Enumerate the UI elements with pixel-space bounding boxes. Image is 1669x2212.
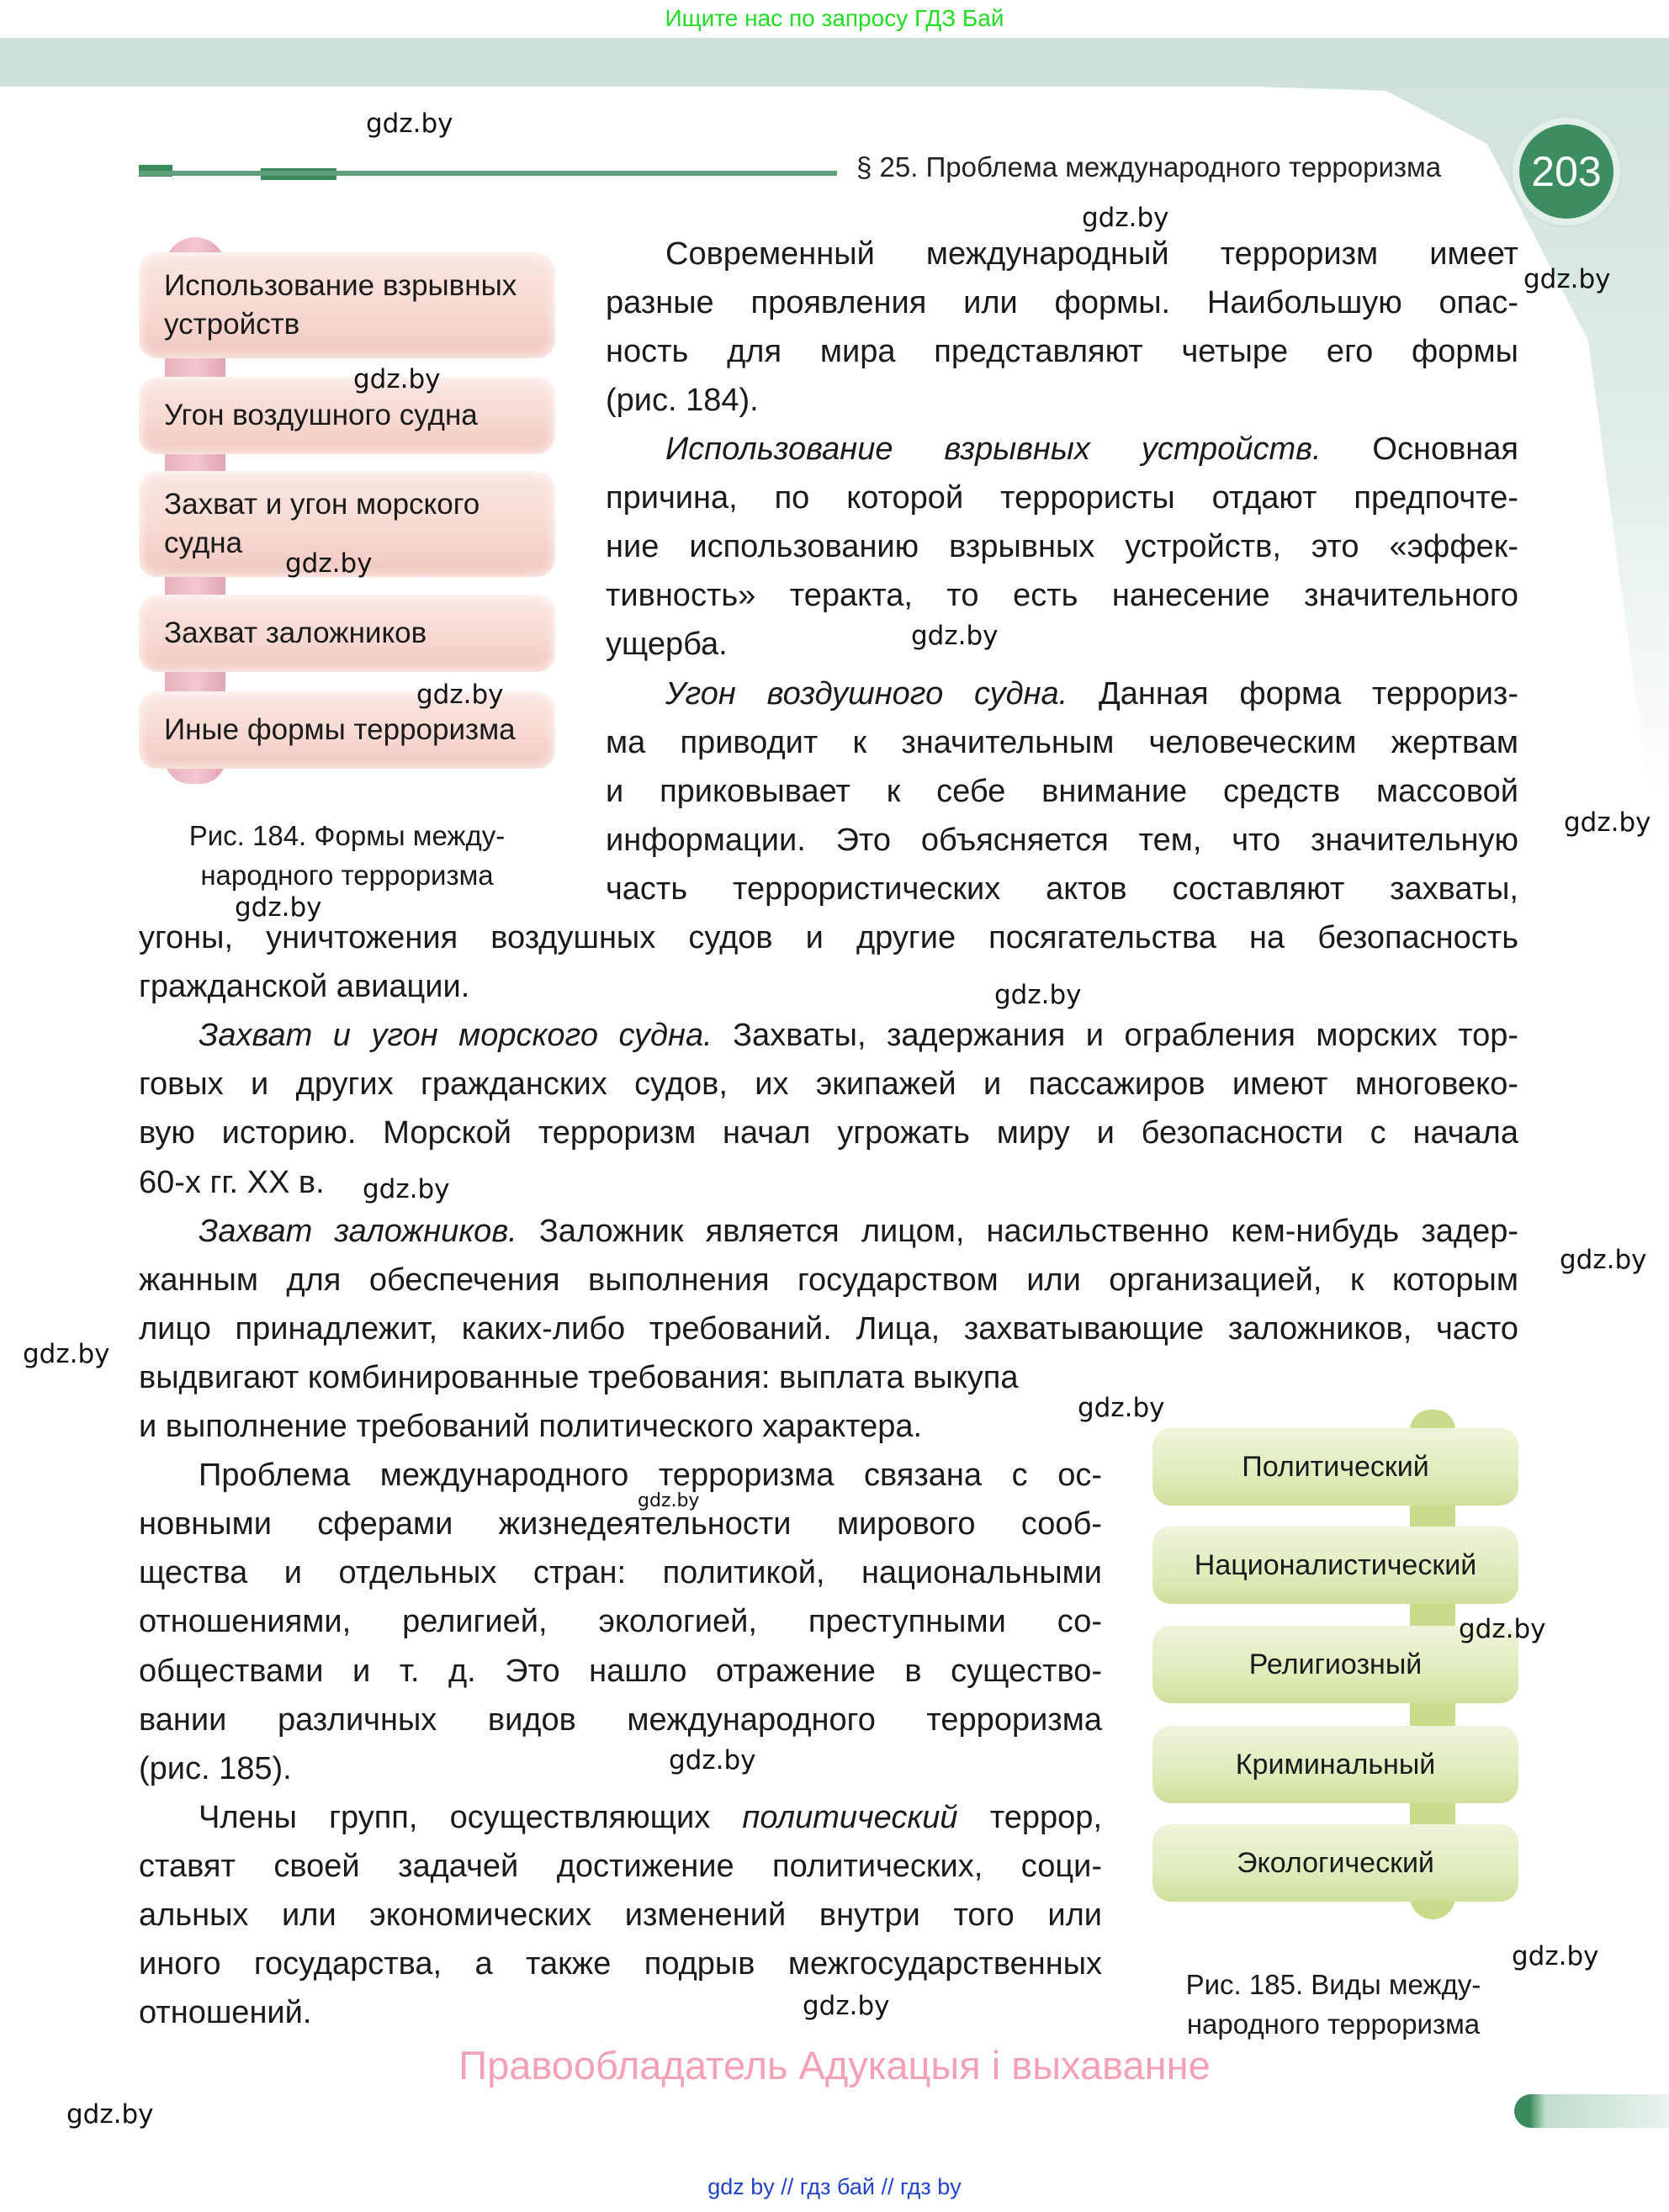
figure184-item	[139, 595, 555, 672]
text-run: (рис. 184).	[606, 383, 759, 418]
item-label: Захват и угон морского судна	[164, 488, 480, 559]
item-label: Экологический	[1237, 1846, 1434, 1879]
text-run: обществами и т. д. Это нашло отражение в существо-	[139, 1654, 1102, 1689]
text-run: говых и других гражданских судов, их экипажей и пассажиров имеют многовеко-	[139, 1066, 1518, 1102]
watermark: gdz.by	[1459, 1614, 1546, 1644]
italic-term: Угон воздушного судна.	[665, 676, 1068, 712]
text-line	[606, 526, 1518, 568]
text-run: вании различных видов международного терроризма	[139, 1702, 1102, 1738]
bottom-links[interactable]: gdz by // гдз бай // гдз by	[707, 2174, 962, 2199]
watermark: gdz.by	[66, 2099, 154, 2130]
caption-line: народного терроризма	[200, 860, 494, 891]
text-run: тивность» теракта, то есть нанесение значительного	[606, 578, 1518, 613]
text-line	[606, 574, 1518, 617]
watermark: gdz.by	[416, 680, 504, 710]
text-run: Члены групп, осуществляющих	[199, 1800, 743, 1835]
text-line	[139, 1063, 1518, 1105]
figure185-item	[1152, 1527, 1518, 1604]
text-run: гражданской авиации.	[139, 969, 470, 1004]
text-line	[139, 917, 1518, 959]
item-label: Криминальный	[1235, 1748, 1436, 1781]
text-line	[139, 1405, 1102, 1447]
text-line	[139, 1748, 1102, 1790]
watermark: gdz.by	[669, 1745, 756, 1775]
text-run: жанным для обеспечения выполнения государством или организацией, к которым	[139, 1262, 1518, 1298]
chapter-title: § 25. Проблема международного терроризма	[856, 151, 1442, 183]
text-run: и выполнение требований политического характера.	[139, 1409, 923, 1444]
page-number: 203	[1519, 124, 1613, 219]
text-run: иного государства, а также подрыв межгосударственных	[139, 1946, 1102, 1982]
text-line	[199, 1210, 1518, 1252]
text-run: 60-х гг. XX в.	[139, 1165, 325, 1200]
text-line	[139, 1162, 1518, 1204]
text-line	[139, 966, 1518, 1008]
text-run: угоны, уничтожения воздушных судов и другие посягательства на безопасность	[139, 920, 1518, 955]
watermark: gdz.by	[235, 892, 322, 923]
caption-line: народного терроризма	[1186, 2008, 1481, 2040]
text-run: Современный международный терроризм имеет	[665, 236, 1518, 272]
text-run: террор,	[957, 1800, 1102, 1835]
watermark: gdz.by	[1564, 807, 1651, 838]
text-run: Проблема международного терроризма связана с ос-	[199, 1458, 1102, 1493]
text-line	[139, 1894, 1102, 1936]
item-label: Использование взрывных устройств	[164, 269, 517, 341]
figure185-caption	[1136, 1965, 1531, 2044]
item-label: Политический	[1242, 1450, 1429, 1483]
header-rule	[139, 171, 837, 176]
figure185-item	[1152, 1428, 1518, 1506]
text-line	[665, 233, 1518, 275]
text-run: альных или экономических изменений внутри того или	[139, 1897, 1102, 1933]
text-line	[606, 379, 1518, 421]
watermark: gdz.by	[1560, 1245, 1647, 1275]
text-line	[606, 819, 1518, 861]
caption-line: Рис. 184. Формы между-	[188, 820, 506, 851]
text-line	[139, 1943, 1102, 1985]
watermark: gdz.by	[638, 1490, 700, 1511]
item-label: Иные формы терроризма	[164, 713, 516, 746]
text-line	[606, 331, 1518, 373]
watermark: gdz.by	[366, 108, 453, 139]
text-run: выдвигают комбинированные требования: выплата выкупа	[139, 1360, 1019, 1395]
item-label: Захват заложников	[164, 617, 427, 649]
text-line	[665, 428, 1518, 470]
text-line	[139, 1601, 1102, 1643]
text-run: ние использованию взрывных устройств, это «эффек-	[606, 529, 1518, 564]
figure184-caption	[139, 816, 555, 895]
text-line	[199, 1797, 1102, 1839]
text-run: щества и отдельных стран: политикой, национальными	[139, 1555, 1102, 1590]
watermark: gdz.by	[911, 621, 999, 651]
italic-term: Использование взрывных устройств.	[665, 431, 1322, 467]
search-hint: Ищите нас по запросу ГДЗ Бай	[665, 5, 1004, 31]
text-run: (рис. 185).	[139, 1751, 292, 1786]
text-line	[606, 282, 1518, 324]
text-run: ущерба.	[606, 627, 728, 662]
caption-line: Рис. 185. Виды между-	[1185, 1969, 1481, 2000]
item-label: Националистический	[1194, 1548, 1477, 1581]
text-run: ма приводит к значительным человеческим жертвам	[606, 725, 1518, 760]
text-run: отношениями, религией, экологией, преступными со-	[139, 1604, 1102, 1639]
text-line	[139, 1650, 1102, 1692]
watermark: gdz.by	[363, 1174, 450, 1204]
text-line	[139, 1503, 1102, 1545]
text-line	[199, 1014, 1518, 1056]
text-line	[139, 1845, 1102, 1887]
text-run: ставят своей задачей достижение политических, соци-	[139, 1849, 1102, 1884]
watermark: gdz.by	[23, 1339, 110, 1369]
text-run: отношений.	[139, 1995, 312, 2030]
text-line	[139, 1357, 1102, 1399]
text-line	[139, 1112, 1518, 1154]
text-run: Данная форма террориз-	[1068, 676, 1518, 712]
italic-term: Захват заложников.	[199, 1214, 517, 1249]
watermark: gdz.by	[994, 980, 1082, 1010]
watermark: gdz.by	[1078, 1393, 1165, 1423]
watermark: gdz.by	[285, 548, 373, 579]
watermark: gdz.by	[1082, 203, 1169, 233]
text-line	[606, 477, 1518, 519]
text-line	[139, 1699, 1102, 1741]
text-run: часть террористических актов составляют захваты,	[606, 871, 1518, 907]
watermark: gdz.by	[1523, 264, 1611, 294]
text-line	[606, 868, 1518, 910]
text-line	[606, 623, 1518, 665]
text-run: ность для мира представляют четыре его формы	[606, 334, 1518, 369]
text-run: Основная	[1321, 431, 1518, 467]
figure185-item	[1152, 1726, 1518, 1803]
text-run: причина, по которой террористы отдают предпочте-	[606, 480, 1518, 516]
italic-term: Захват и угон морского судна.	[199, 1018, 713, 1053]
footer-ornament	[1514, 2094, 1669, 2128]
italic-term: политический	[742, 1800, 958, 1835]
figure185-item	[1152, 1824, 1518, 1902]
text-run: Заложник является лицом, насильственно кем-нибудь задер-	[517, 1214, 1518, 1249]
text-line	[139, 1259, 1518, 1301]
item-label: Религиозный	[1248, 1648, 1423, 1680]
text-line	[606, 722, 1518, 764]
text-run: новными сферами жизнедеятельности мирового сооб-	[139, 1506, 1102, 1542]
figure184-item	[139, 377, 555, 454]
text-run: разные проявления или формы. Наибольшую опас-	[606, 285, 1518, 320]
text-line	[139, 1552, 1102, 1594]
item-label: Угон воздушного судна	[164, 399, 478, 431]
text-line	[606, 770, 1518, 812]
text-run: Захваты, задержания и ограбления морских тор-	[712, 1018, 1518, 1053]
watermark: gdz.by	[803, 1991, 890, 2021]
figure184-item	[139, 252, 555, 358]
copyright-footer: Правообладатель Адукацыя і выхаванне	[458, 2043, 1211, 2088]
text-line	[139, 1992, 1102, 2034]
text-run: информации. Это объясняется тем, что значительную	[606, 823, 1518, 858]
text-run: лицо принадлежит, каких-либо требований. Лица, захватывающие заложников, часто	[139, 1311, 1518, 1347]
text-line	[139, 1308, 1518, 1350]
watermark: gdz.by	[353, 364, 441, 394]
text-run: вую историю. Морской терроризм начал угрожать миру и безопасности с начала	[139, 1115, 1518, 1151]
watermark: gdz.by	[1512, 1941, 1599, 1971]
text-line	[665, 673, 1518, 715]
text-run: и приковывает к себе внимание средств массовой	[606, 774, 1518, 809]
